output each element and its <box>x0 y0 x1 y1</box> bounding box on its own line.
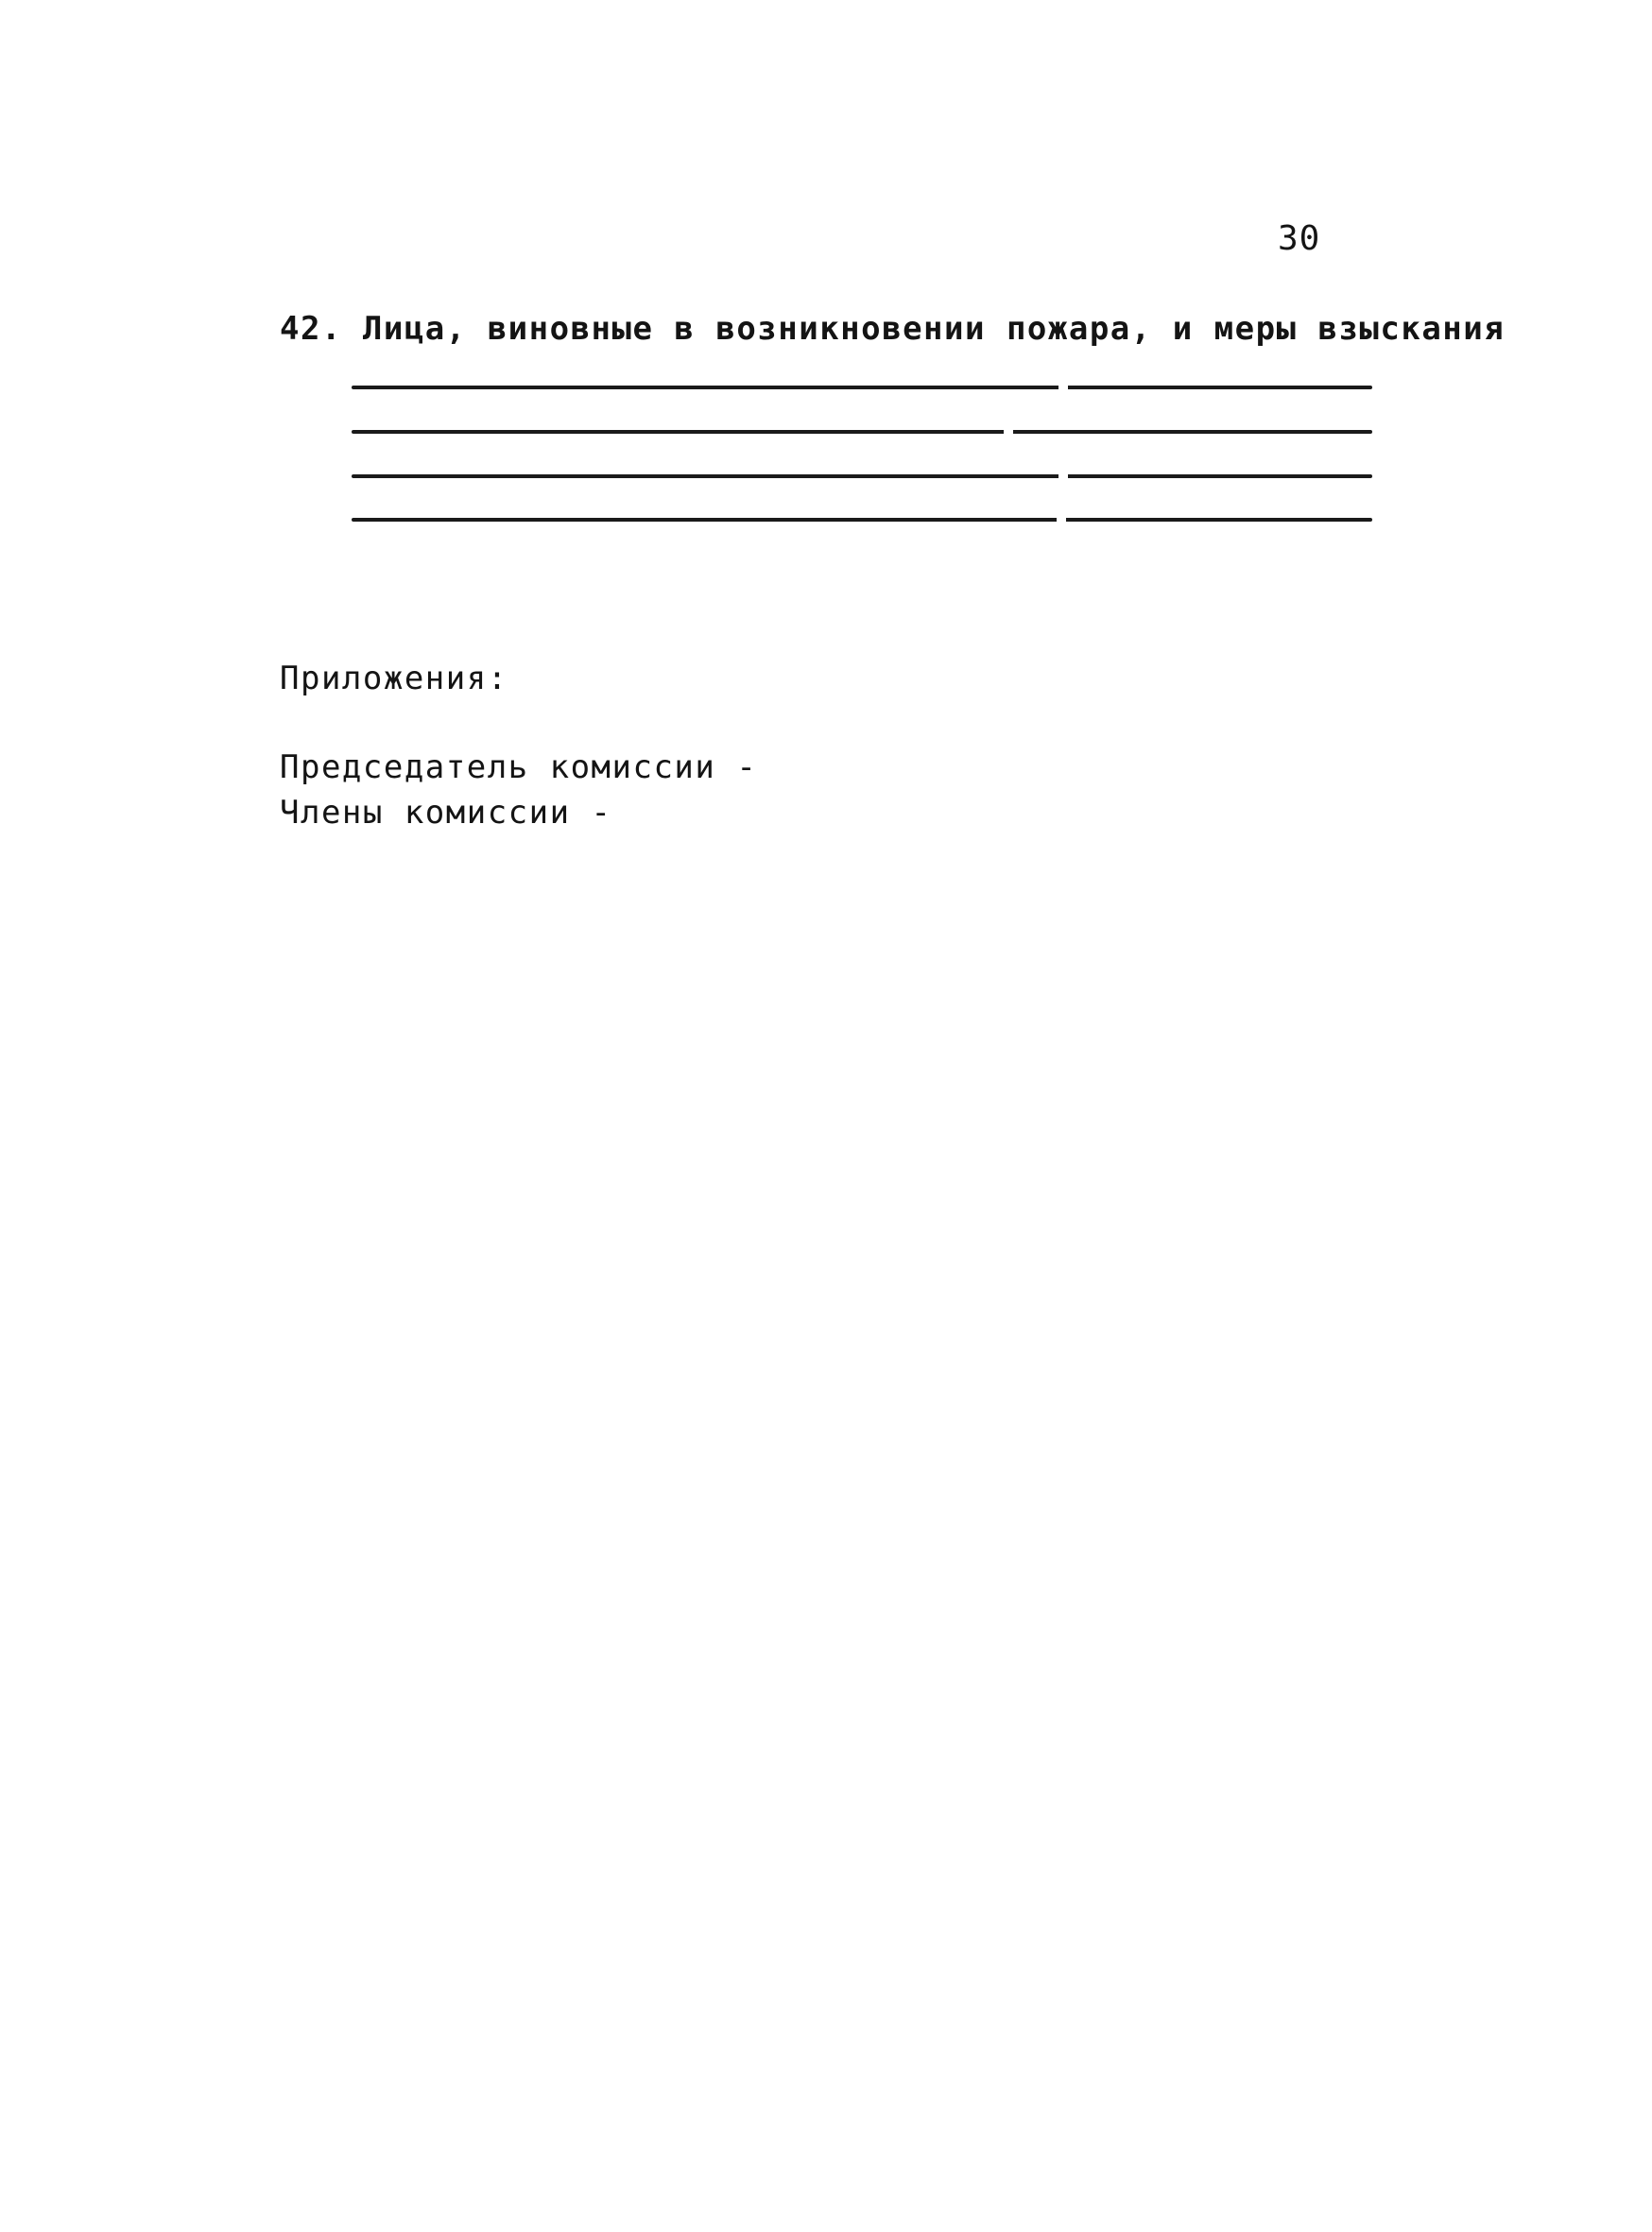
attachments-label: Приложения: <box>280 660 508 697</box>
blank-line-4 <box>352 518 1372 522</box>
chairman-signature-line: Председатель комиссии - <box>280 748 758 786</box>
blank-line-2 <box>352 430 1372 434</box>
members-signature-line: Члены комиссии - <box>280 794 612 832</box>
blank-line-3 <box>352 474 1372 478</box>
item-42-heading: 42. Лица, виновные в возникновении пожара, и меры взыскания <box>280 310 1506 348</box>
page-number: 30 <box>1278 219 1321 258</box>
blank-line-1 <box>352 386 1372 389</box>
